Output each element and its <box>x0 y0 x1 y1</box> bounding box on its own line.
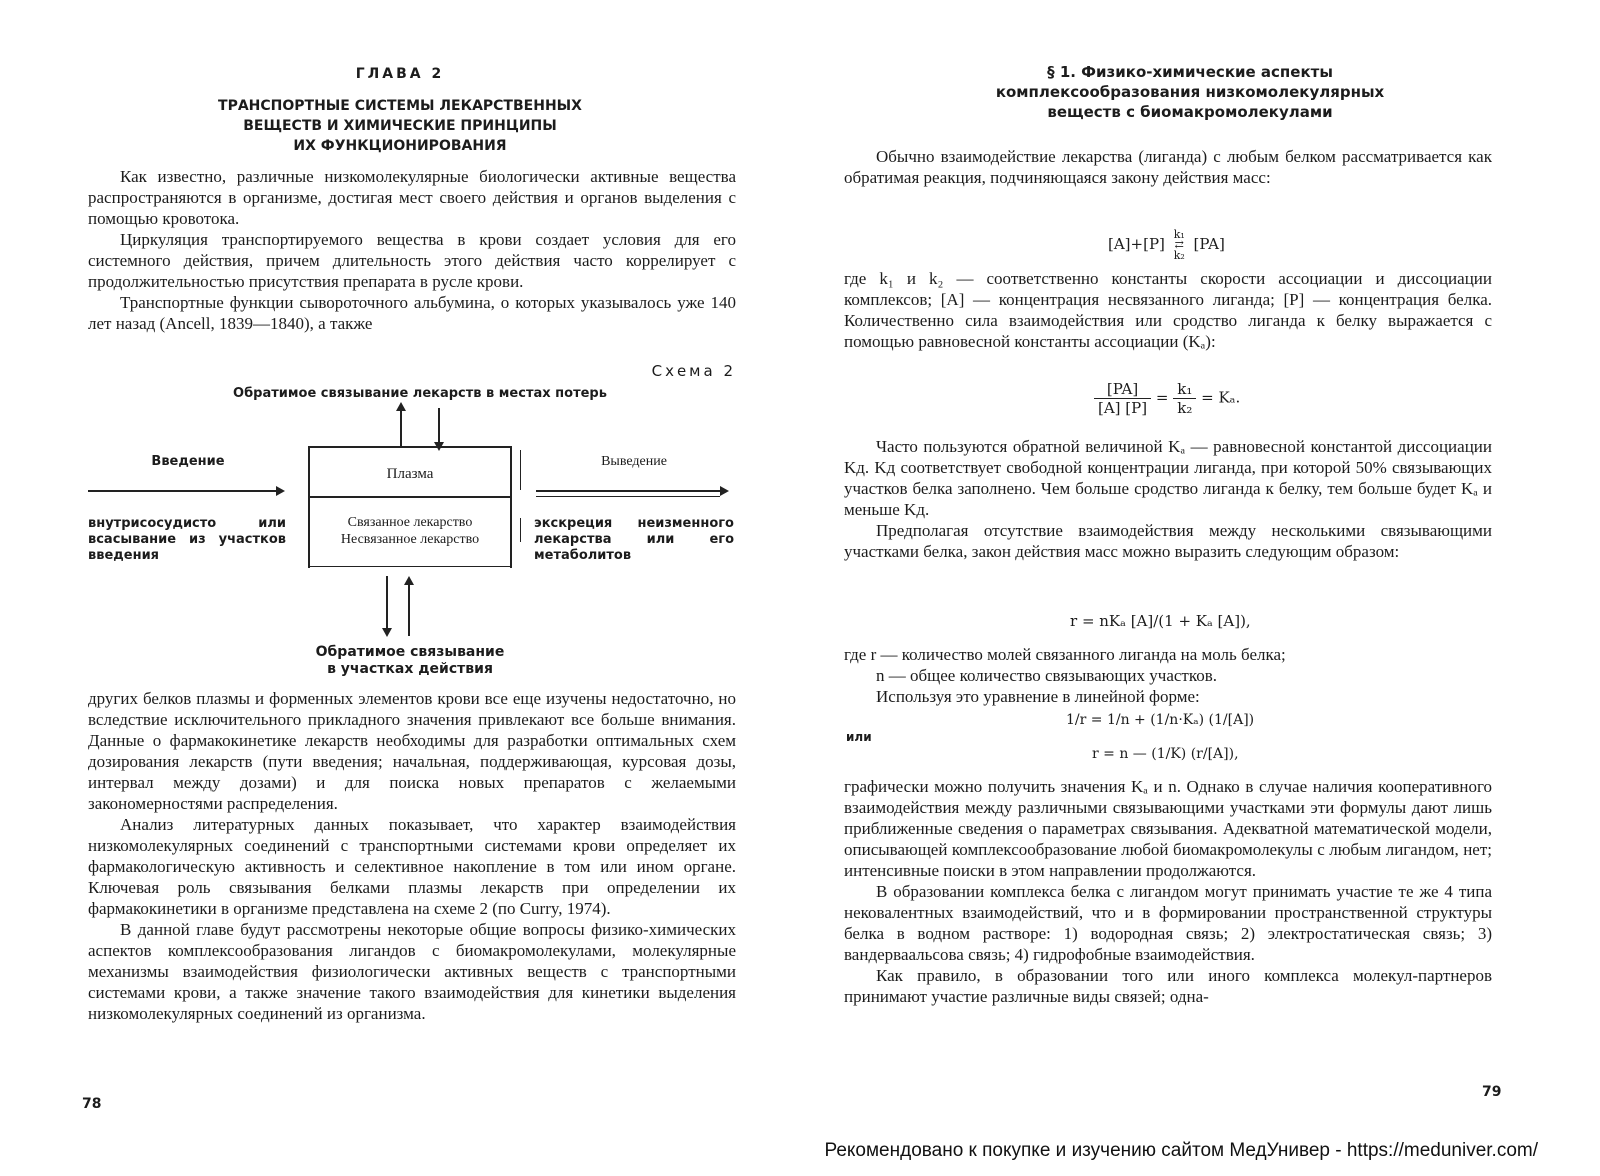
eq-rate-constants <box>1174 228 1185 262</box>
arrow-down-line <box>386 576 388 630</box>
text-block-5 <box>844 776 1492 1007</box>
intro-text <box>88 166 736 334</box>
chapter-heading: ГЛАВА 2 <box>355 66 445 82</box>
box-right-mark <box>520 450 521 490</box>
bound-drug-label: Связанное лекарство <box>347 515 473 530</box>
equation-association-constant: $\frac{[PA]}{[A] [P]}$ = $\frac{\text{k₁}}{\text{k₂}}$ = Kₐ. <box>1094 380 1240 417</box>
excretion-arrow-line-2 <box>536 496 720 497</box>
eq-rhs: = Kₐ. <box>1201 388 1241 407</box>
paragraph: В данной главе будут рассмотрены некоторые общие вопросы физико-химических аспектов комплексообразования лигандов с биомакромолекулами, молекулярные механизмы взаимодействия физиологически активных веществ с транспортными системами крови, а также значение такого взаимодействия для кинетики выделения низкомолекулярных соединений из организма. <box>88 920 736 1023</box>
footer-recommendation: Рекомендовано к покупке и изучению сайтом МедУнивер - https://meduniver.com/ <box>824 1140 1538 1161</box>
box-left <box>308 446 310 568</box>
eq-numerator: [PA] <box>1094 380 1151 399</box>
unbound-drug-label: Несвязанное лекарство <box>340 532 480 547</box>
eq-right: [PA] <box>1193 235 1225 253</box>
scheme-label: Схема 2 <box>651 362 736 380</box>
scheme-diagram <box>0 380 800 680</box>
scheme-title: Обратимое связывание лекарств в местах потерь <box>233 386 607 401</box>
equation-linear-2: r = n — (1/K) (r/[A]), <box>1092 746 1239 762</box>
paragraph: Анализ литературных данных показывает, что характер взаимодействия низкомолекулярных соединений с транспортными системами крови определяет их фармакологическую активность и селективное накопление в том или ином органе. Ключевая роль связывания белками плазмы лекарств при определении их фармакокинетики в организме представлена на схеме 2 (по Curry, 1974). <box>88 815 736 918</box>
chapter-title-line: ИХ ФУНКЦИОНИРОВАНИЯ <box>293 138 507 154</box>
chapter-title-line: ВЕЩЕСТВ И ХИМИЧЕСКИЕ ПРИНЦИПЫ <box>243 118 557 134</box>
or-word: или <box>846 730 872 744</box>
arrow-down-line <box>438 408 440 444</box>
excretion-heading: Выведение <box>601 454 667 469</box>
paragraph: графически можно получить значения Kₐ и n. Однако в случае наличия кооперативного взаимодействия между различными связывающими участками эти формулы дают лишь приближенные сведения о параметрах связывания. Адекватной математической модели, описывающей комплексообразование любой биомакромолекулы с любым лигандом, нет; интенсивные поиски в этом направлении продолжаются. <box>844 777 1492 880</box>
equation-reaction <box>1108 228 1225 262</box>
eq-fraction <box>1173 380 1196 417</box>
section-heading-line: веществ с биомакромолекулами <box>1047 103 1333 121</box>
section-heading-line: комплексообразования низкомолекулярных <box>995 83 1385 101</box>
paragraph: Как известно, различные низкомолекулярные биологически активные вещества распространяются в организме, достигая мест своего действия и органов выделения с помощью кровотока. <box>88 167 736 228</box>
eq-k1: k₁ <box>1173 228 1185 241</box>
paragraph: Используя это уравнение в линейной форме: <box>876 687 1200 706</box>
text-block-1 <box>844 146 1492 188</box>
page-number: 79 <box>1482 1084 1502 1100</box>
binding-sites-label <box>300 644 520 678</box>
box-top <box>310 446 510 448</box>
box-bottom <box>310 566 510 567</box>
introduction-heading: Введение <box>151 454 225 469</box>
reversible-arrow-icon: ⇄ <box>1174 238 1184 251</box>
paragraph: Как правило, в образовании того или иного комплекса молекул-партнеров принимают участие различные виды связей; одна- <box>844 966 1492 1006</box>
page-number: 78 <box>82 1096 102 1112</box>
paragraph: где r — количество молей связанного лиганда на моль белка; <box>844 645 1286 664</box>
paragraph: В образовании комплекса белка с лигандом могут принимать участие те же 4 типа нековалентных взаимодействий, что и в формировании пространственной структуры белка в водном растворе: 1) водородная связь; 2) электростатическая связь; 3) вандерваальсова связь; 4) гидрофобные взаимодействия. <box>844 882 1492 964</box>
text-block-3 <box>844 436 1492 562</box>
excretion-text: экскреция неизменного лекарства или его метаболитов <box>534 516 734 563</box>
section-heading-line: § 1. Физико-химические аспекты <box>1047 63 1333 81</box>
paragraph: Предполагая отсутствие взаимодействия между несколькими связывающими участками белка, закон действия масс можно выразить следующим образом: <box>844 521 1492 561</box>
arrow-right-icon <box>720 486 729 496</box>
text-block-4 <box>844 644 1492 707</box>
box-content <box>310 514 510 548</box>
eq-k2: k₂ <box>1173 249 1185 262</box>
equation-mass-action: r = nKₐ [A]/(1 + Kₐ [A]), <box>1070 612 1251 630</box>
binding-label-line: Обратимое связывание <box>315 644 505 660</box>
introduction-text: внутрисосудисто или всасывание из участков введения <box>88 516 286 563</box>
arrow-up-icon <box>404 576 414 585</box>
plasma-label: Плазма <box>386 466 434 482</box>
eq-fraction <box>1094 380 1151 417</box>
box-divider <box>310 496 510 498</box>
paragraph: n — общее количество связывающих участков. <box>876 666 1218 685</box>
arrow-up-line <box>408 584 410 636</box>
paragraph: Транспортные функции сывороточного альбумина, о которых указывалось уже 140 лет назад (Ancell, 1839—1840), а также <box>88 293 736 333</box>
eq-left: [A]+[P] <box>1108 235 1165 253</box>
text-block-2 <box>844 268 1492 352</box>
right-page <box>800 0 1600 1176</box>
main-text <box>88 688 736 1024</box>
box-right-mark <box>520 518 521 542</box>
excretion-arrow-line <box>536 490 720 492</box>
equation-linear-1: 1/r = 1/n + (1/n·Kₐ) (1/[A]) <box>1066 712 1255 728</box>
paragraph: Часто пользуются обратной величиной Kₐ — равновесной константой диссоциации Kд. Kд соответствует свободной концентрации лиганда, при которой 50% связывающих участков белка заполнено. Чем больше сродство лиганда к белку, тем больше будет Kₐ и меньше Kд. <box>844 437 1492 519</box>
eq-numerator: k₁ <box>1173 380 1196 399</box>
box-right <box>510 446 512 568</box>
paragraph: Обычно взаимодействие лекарства (лиганда) с любым белком рассматривается как обратимая реакция, подчиняющаяся закону действия масс: <box>844 147 1492 187</box>
eq-denominator: [A] [P] <box>1098 399 1148 417</box>
arrow-up-icon <box>396 402 406 411</box>
arrow-up-line <box>400 408 402 446</box>
section-heading <box>840 62 1540 122</box>
arrow-down-icon <box>382 628 392 637</box>
paragraph: Циркуляция транспортируемого вещества в крови создает условия для его системного действия, причем длительность этого действия часто коррелирует с продолжительностью присутствия препарата в русле крови. <box>88 230 736 291</box>
binding-label-line: в участках действия <box>327 661 493 677</box>
paragraph: других белков плазмы и форменных элементов крови все еще изучены недостаточно, но вследствие исключительного прикладного значения привлекают все больше внимания. Данные о фармакокинетике лекарств необходимы для разработки оптимальных схем дозирования лекарств (пути введения; начальная, поддерживающая, курсовая дозы, интервал между дозами) и для поиска новых препаратов с желаемыми закономерностями распределения. <box>88 689 736 813</box>
arrow-right-icon <box>276 486 285 496</box>
eq-denominator: k₂ <box>1177 399 1193 417</box>
intro-arrow-line <box>88 490 276 492</box>
chapter-title <box>0 96 800 156</box>
chapter-title-line: ТРАНСПОРТНЫЕ СИСТЕМЫ ЛЕКАРСТВЕННЫХ <box>218 98 582 114</box>
paragraph: где k₁ и k₂ — соответственно константы скорости ассоциации и диссоциации комплексов; [A] — концентрация несвязанного лиганда; [P] — концентрация белка. Количественно сила взаимодействия или сродство лиганда к белку выражается с помощью равновесной константы ассоциации (Kₐ): <box>844 269 1492 351</box>
